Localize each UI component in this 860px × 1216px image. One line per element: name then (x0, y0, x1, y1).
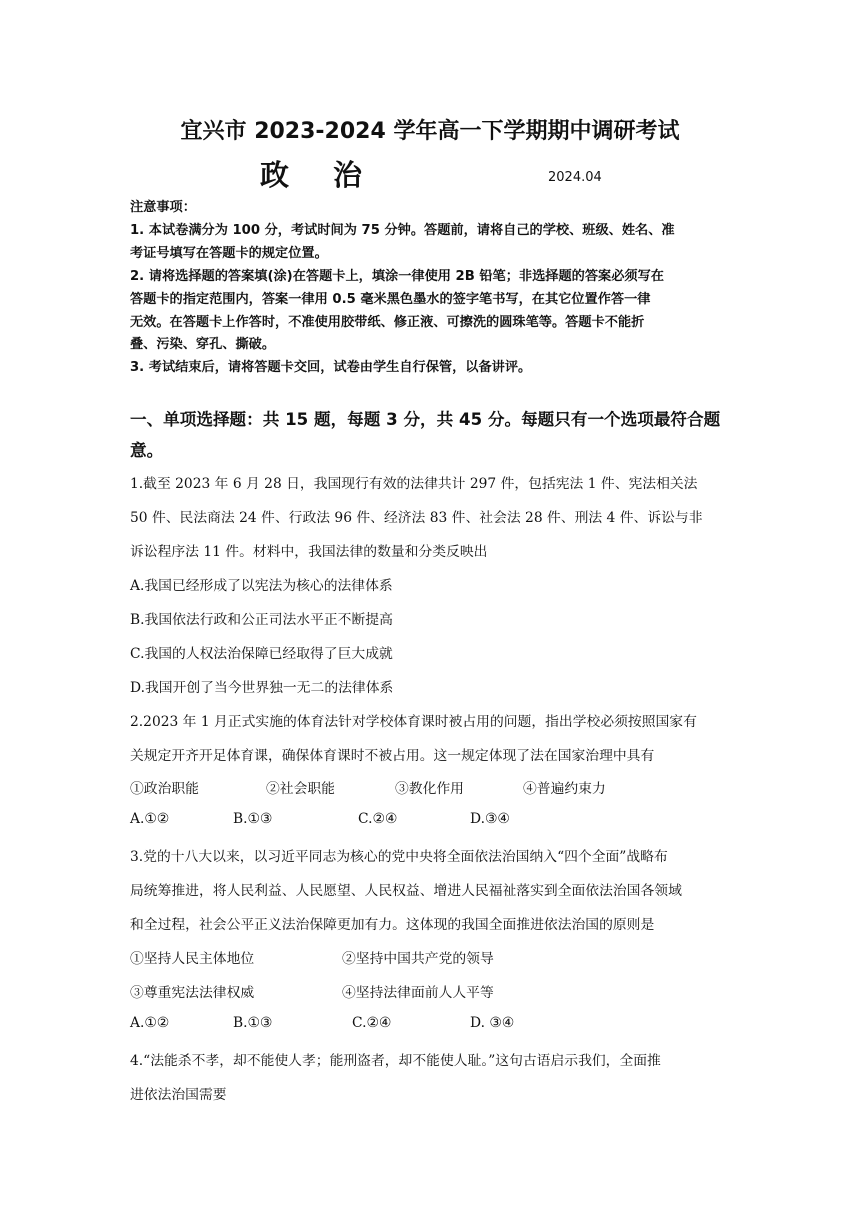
notice-line: 2. 请将选择题的答案填(涂)在答题卡上，填涂一律使用 2B 铅笔；非选择题的答案必须写在 (130, 269, 664, 284)
question-2-choice: B.①③ (233, 811, 273, 827)
question-3-choice: B.①③ (233, 1015, 273, 1031)
question-2-choices (130, 811, 730, 833)
question-2-items (130, 777, 730, 799)
subject-title: 政治 (260, 158, 407, 192)
question-1-option-c: C.我国的人权法治保障已经取得了巨大成就 (130, 646, 393, 662)
exam-title: 宜兴市 2023-2024 学年高一下学期期中调研考试 (180, 119, 680, 144)
notice-line: 叠、污染、穿孔、撕破。 (130, 337, 276, 352)
notice-line: 无效。在答题卡上作答时，不准使用胶带纸、修正液、可擦洗的圆珠笔等。答题卡不能折 (130, 315, 645, 330)
question-4-stem: 进依法治国需要 (130, 1087, 227, 1103)
question-1-stem: 1.截至 2023 年 6 月 28 日，我国现行有效的法律共计 297 件，包括宪法 1 件、宪法相关法 (130, 476, 698, 492)
notice-heading: 注意事项： (130, 200, 196, 215)
question-3-items-row-2 (130, 981, 730, 1003)
section-title: 意。 (130, 441, 164, 460)
question-2-item: ③教化作用 (395, 781, 464, 797)
question-1-stem: 诉讼程序法 11 件。材料中，我国法律的数量和分类反映出 (130, 544, 488, 560)
question-3-item: ②坚持中国共产党的领导 (342, 951, 494, 967)
question-4-stem: 4.“法能杀不孝，却不能使人孝；能刑盗者，却不能使人耻。”这句古语启示我们，全面推 (130, 1053, 661, 1069)
question-3-choice: C.②④ (352, 1015, 392, 1031)
question-2-item: ④普遍约束力 (523, 781, 606, 797)
notice-line: 1. 本试卷满分为 100 分，考试时间为 75 分钟。答题前，请将自己的学校、班级、姓名、准 (130, 223, 675, 238)
notice-line: 3. 考试结束后，请将答题卡交回，试卷由学生自行保管，以备讲评。 (130, 360, 532, 375)
question-3-choice: A.①② (130, 1015, 170, 1031)
question-3-stem: 3.党的十八大以来，以习近平同志为核心的党中央将全面依法治国纳入“四个全面”战略布 (130, 849, 668, 865)
notice-line: 答题卡的指定范围内，答案一律用 0.5 毫米黑色墨水的签字笔书写，在其它位置作答一律 (130, 292, 651, 307)
question-2-stem: 2.2023 年 1 月正式实施的体育法针对学校体育课时被占用的问题，指出学校必须按照国家有 (130, 714, 697, 730)
question-3-stem: 局统筹推进，将人民利益、人民愿望、人民权益、增进人民福祉落实到全面依法治国各领域 (130, 883, 682, 899)
question-2-item: ①政治职能 (130, 781, 199, 797)
question-1-option-a: A.我国已经形成了以宪法为核心的法律体系 (130, 578, 393, 594)
section-title: 一、单项选择题：共 15 题，每题 3 分，共 45 分。每题只有一个选项最符合题 (130, 410, 721, 429)
question-3-items-row-1 (130, 947, 730, 969)
notice-line: 考证号填写在答题卡的规定位置。 (130, 246, 328, 261)
question-1-option-d: D.我国开创了当今世界独一无二的法律体系 (130, 680, 394, 696)
question-3-choice: D. ③④ (470, 1015, 515, 1031)
question-1-option-b: B.我国依法行政和公正司法水平正不断提高 (130, 612, 393, 628)
question-1-stem: 50 件、民法商法 24 件、行政法 96 件、经济法 83 件、社会法 28 件、刑法 4 件、诉讼与非 (130, 510, 703, 526)
question-3-item: ①坚持人民主体地位 (130, 951, 255, 967)
question-3-item: ④坚持法律面前人人平等 (342, 985, 494, 1001)
question-2-choice: C.②④ (358, 811, 398, 827)
question-3-stem: 和全过程，社会公平正义法治保障更加有力。这体现的我国全面推进依法治国的原则是 (130, 917, 655, 933)
exam-date: 2024.04 (548, 170, 602, 185)
question-2-choice: D.③④ (470, 811, 510, 827)
question-2-choice: A.①② (130, 811, 170, 827)
question-3-item: ③尊重宪法法律权威 (130, 985, 255, 1001)
question-2-item: ②社会职能 (266, 781, 335, 797)
question-2-stem: 关规定开齐开足体育课，确保体育课时不被占用。这一规定体现了法在国家治理中具有 (130, 748, 655, 764)
question-3-choices (130, 1015, 730, 1037)
